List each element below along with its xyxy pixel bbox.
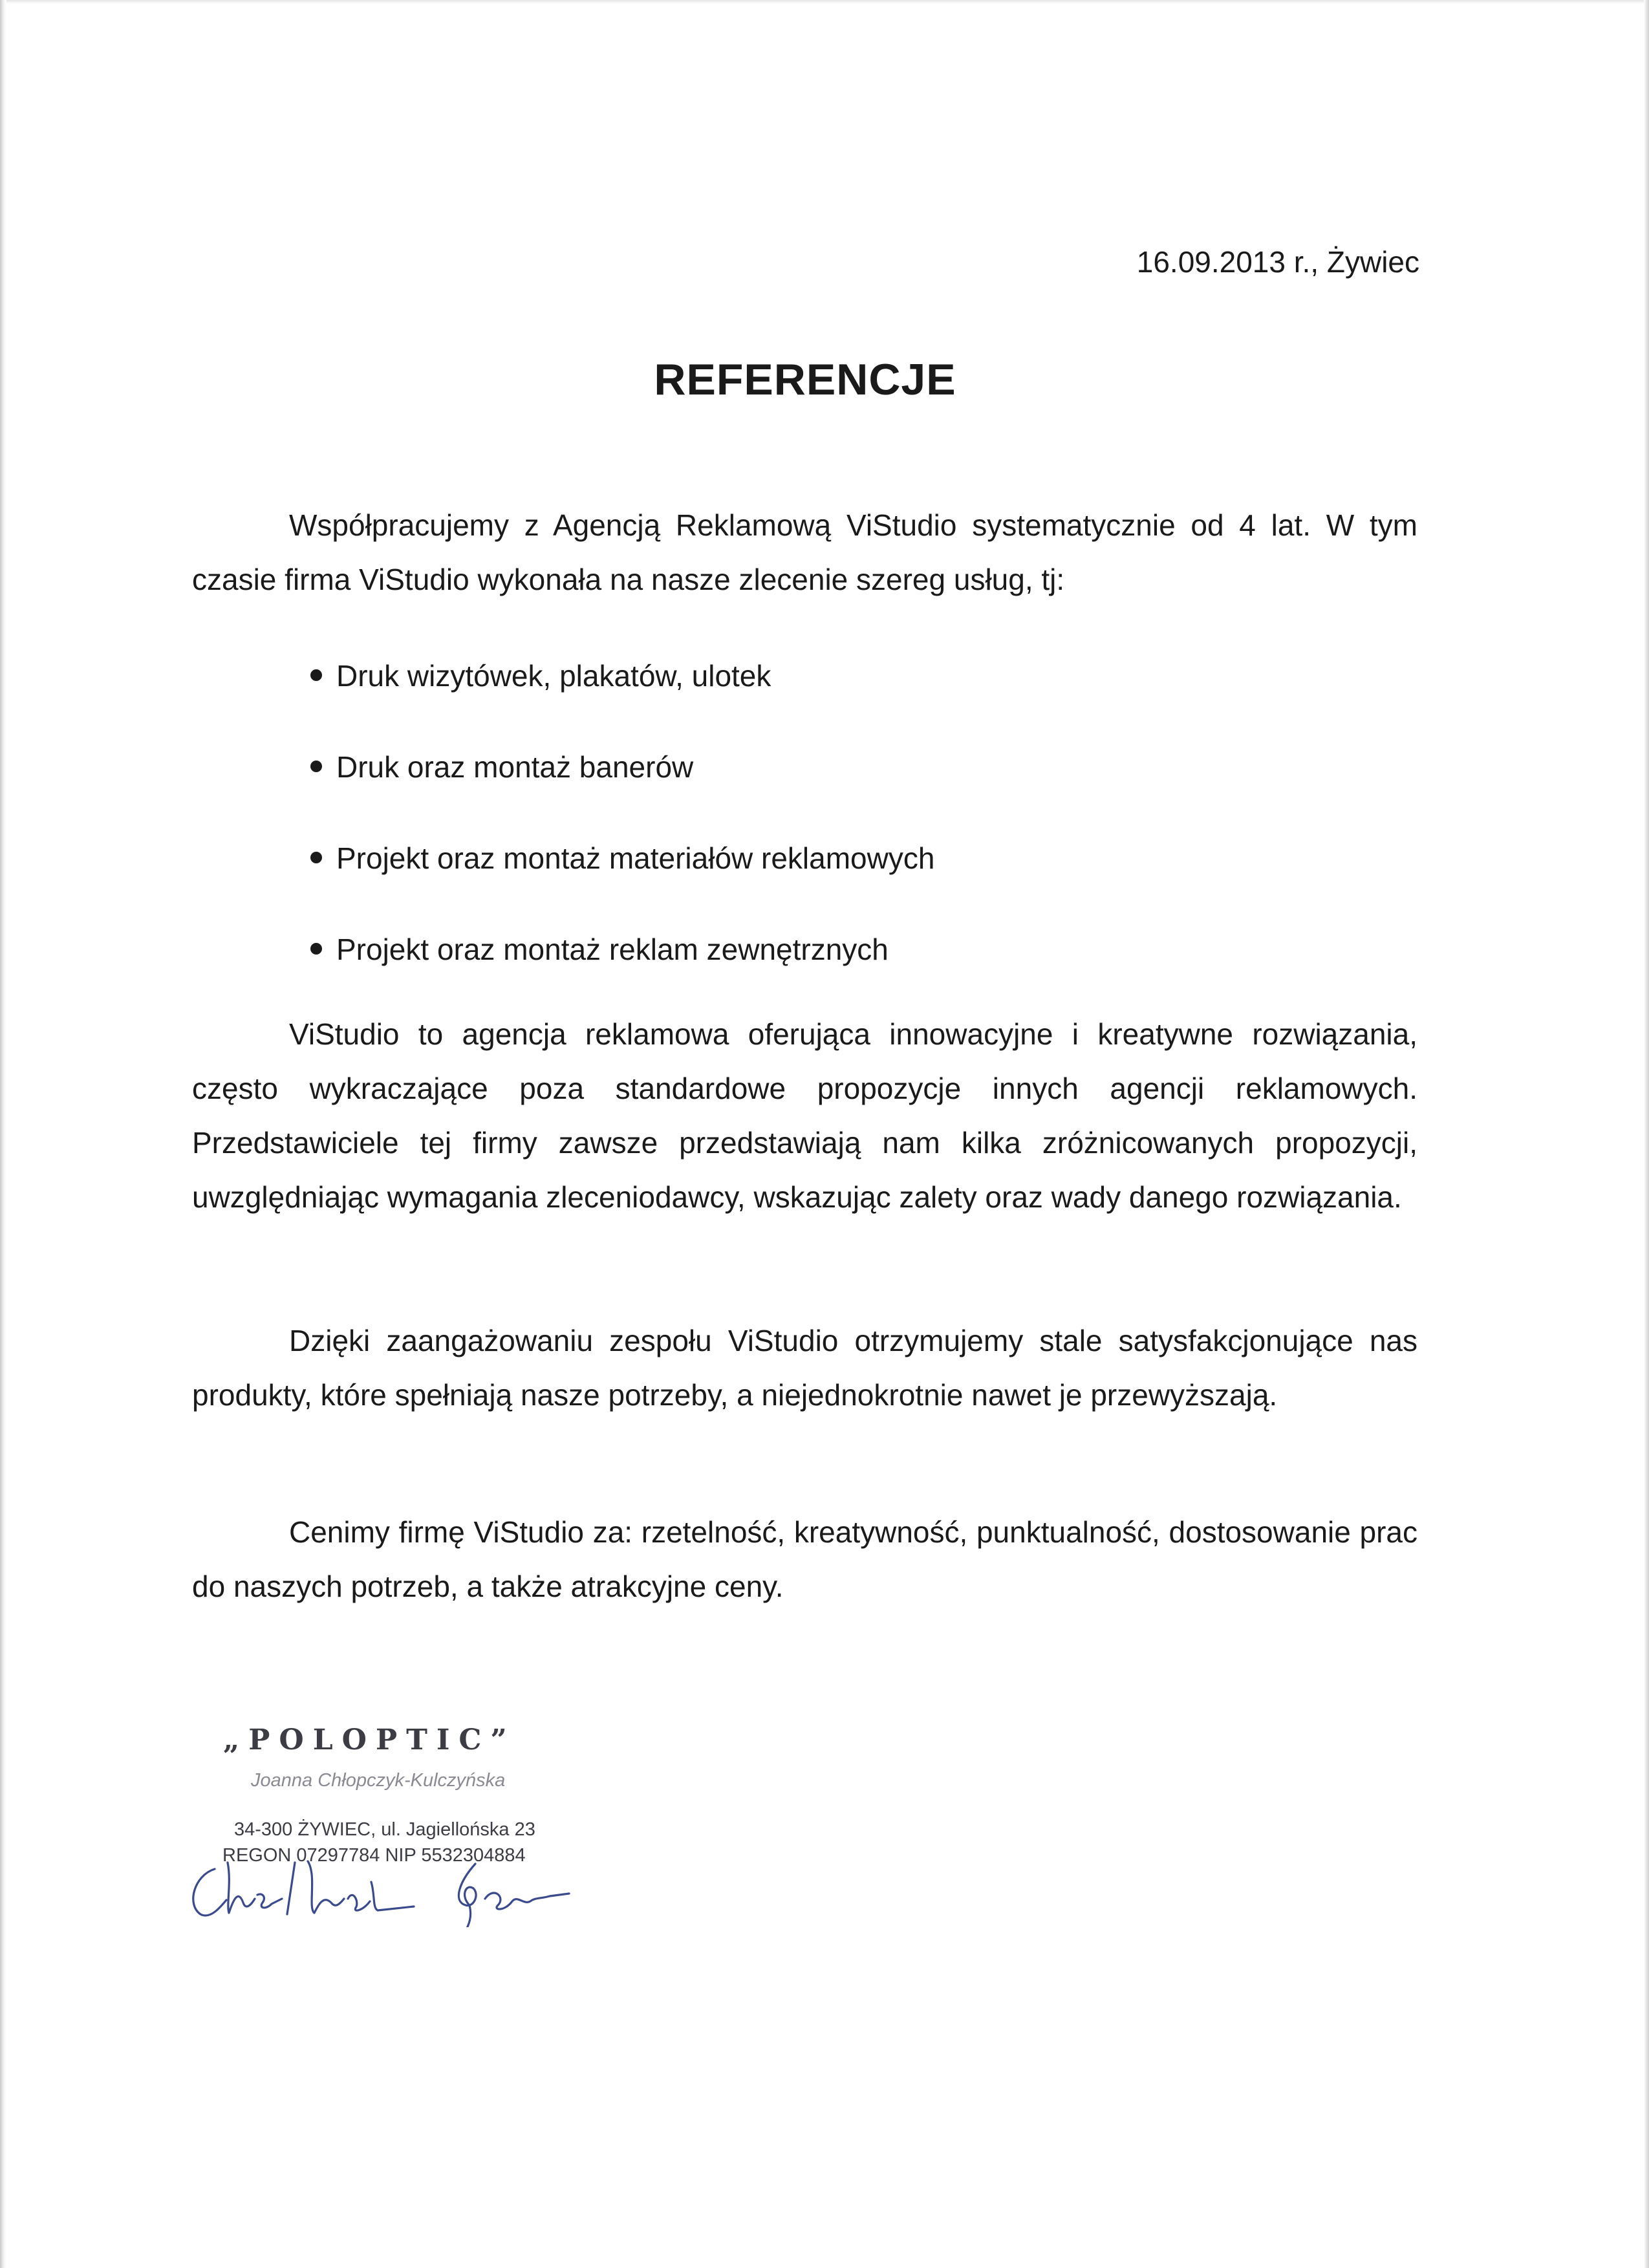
- bullet-icon: [310, 943, 322, 955]
- stamp-address: 34-300 ŻYWIEC, ul. Jagiellońska 23: [234, 1819, 535, 1840]
- document-title: REFERENCJE: [654, 355, 956, 404]
- handwritten-signature: [181, 1843, 595, 1927]
- scan-edge-left: [0, 0, 6, 2268]
- date-place: 16.09.2013 r., Żywiec: [1136, 245, 1419, 279]
- list-item-text: Projekt oraz montaż reklam zewnętrznych: [336, 933, 889, 966]
- bullet-icon: [310, 761, 322, 772]
- intro-paragraph: Współpracujemy z Agencją Reklamową ViStudio systematycznie od 4 lat. W tym czasie firma ViStudio wykonała na nasze zlecenie szereg usług, tj:: [192, 508, 1417, 596]
- list-item: [336, 922, 934, 1013]
- services-list: [336, 649, 934, 1013]
- bullet-icon: [310, 852, 322, 863]
- scan-edge-right: [1644, 0, 1649, 2268]
- stamp-owner: Joanna Chłopczyk-Kulczyńska: [251, 1770, 506, 1791]
- list-item-text: Druk wizytówek, plakatów, ulotek: [336, 659, 771, 693]
- bullet-icon: [310, 669, 322, 681]
- agency-description-paragraph: ViStudio to agencja reklamowa oferująca innowacyjne i kreatywne rozwiązania, często wykraczające poza standardowe propozycje innych agencji reklamowych. Przedstawiciele tej firmy zawsze przedstawiają nam kilka zróżnicowanych propozycji, uwzględniając wymagania zleceniodawcy, wskazując zalety oraz wady danego rozwiązania.: [192, 1017, 1417, 1214]
- list-item-text: Druk oraz montaż banerów: [336, 750, 694, 784]
- stamp-company-name: „POLOPTIC”: [223, 1723, 516, 1756]
- appreciation-paragraph: Cenimy firmę ViStudio za: rzetelność, kreatywność, punktualność, dostosowanie prac do naszych potrzeb, a także atrakcyjne ceny.: [192, 1515, 1417, 1603]
- list-item: [336, 649, 934, 740]
- list-item: [336, 740, 934, 831]
- satisfaction-paragraph: Dzięki zaangażowaniu zespołu ViStudio otrzymujemy stale satysfakcjonujące nas produkty, które spełniają nasze potrzeby, a niejednokrotnie nawet je przewyższają.: [192, 1324, 1417, 1412]
- list-item-text: Projekt oraz montaż materiałów reklamowych: [336, 841, 935, 875]
- list-item: [336, 831, 934, 922]
- scan-edge-top: [0, 0, 1649, 4]
- stamp-ids: REGON 07297784 NIP 5532304884: [222, 1845, 526, 1866]
